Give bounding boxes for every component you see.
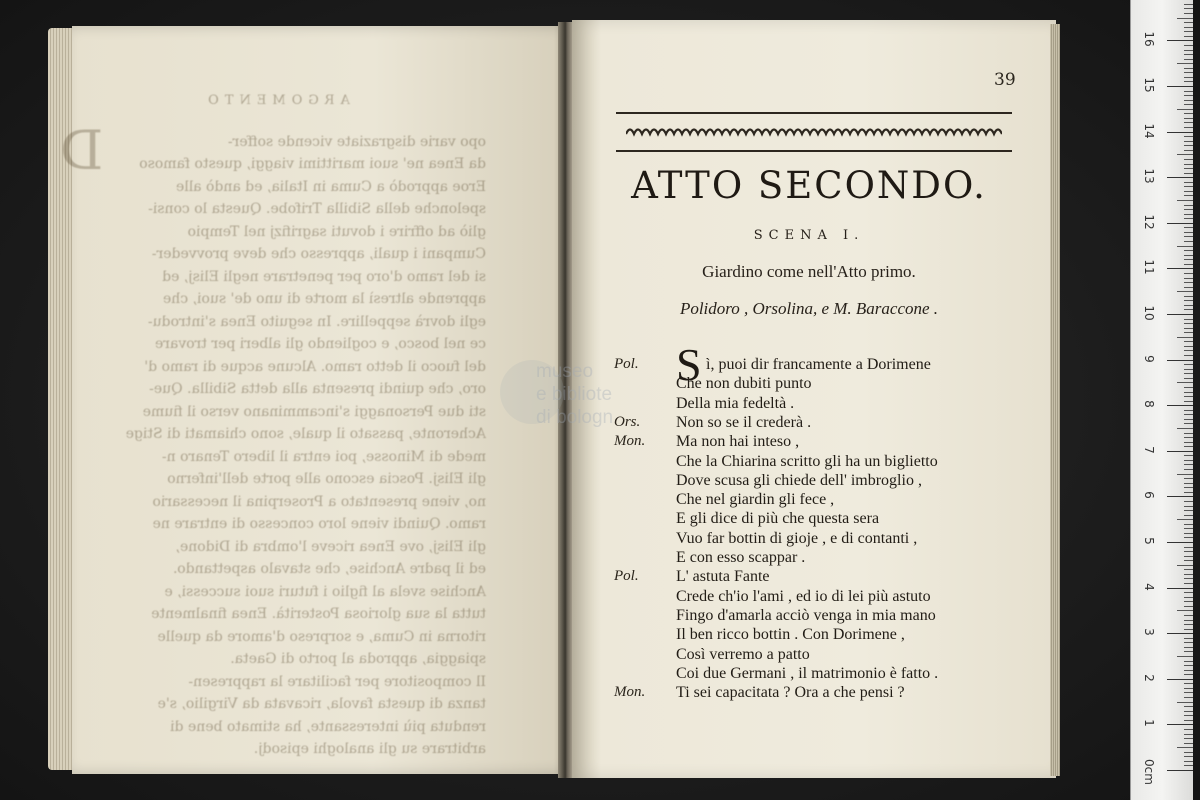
bleed-line: Il compositore per facilitare la rappresen- [188,673,486,690]
ruler-tick [1184,378,1193,379]
ruler-tick [1184,647,1193,648]
ruler-tick [1184,195,1193,196]
bleed-line: tutta la sua gloriosa Posterità. Enea finalmente [151,606,486,622]
watermark-line: museo [536,361,594,382]
ruler-tick [1167,405,1193,406]
ruler-tick [1167,360,1193,361]
ruler-tick [1184,150,1193,151]
ruler-tick [1184,319,1193,320]
bleed-lines [66,131,486,761]
zigzag-ornament-icon [626,122,1002,140]
ruler-tick [1184,756,1193,757]
ruler-tick [1167,314,1193,315]
ruler-tick [1177,610,1193,611]
ruler-tick [1184,59,1193,60]
ruler-number: 4 [1142,582,1156,591]
ruler-tick [1184,629,1193,630]
ornament-rule [616,112,1012,152]
ruler-tick [1184,173,1193,174]
dialogue-text: Ti sei capacitata ? Ora a che pensi ? [676,684,905,702]
ruler-tick [1184,729,1193,730]
ruler-tick [1184,419,1193,420]
ruler-tick [1184,118,1193,119]
bleed-line: gli Elisj. Poscia escono alle porte dell'inferno [167,471,486,487]
dialogue-text: Così verremo a patto [676,645,810,663]
ruler-tick [1184,688,1193,689]
ruler-tick [1184,414,1193,415]
bleed-line: ce nel bosco, e cogliendo gli alberi per trovare [154,336,486,352]
ruler-number: 3 [1142,628,1156,636]
ruler-tick [1167,679,1193,680]
ruler-tick [1184,8,1193,9]
ruler-tick [1184,711,1193,712]
ruler-tick [1184,205,1193,206]
ruler-tick [1184,578,1193,579]
ruler-tick [1184,364,1193,365]
ruler-tick [1184,765,1193,766]
ruler-tick [1177,18,1193,19]
ruler-tick [1184,469,1193,470]
ruler-tick [1184,510,1193,511]
bleed-line: opo varie disgraziate vicende soffer- [227,133,486,150]
ruler-tick [1184,524,1193,525]
bleed-line: apprende altresì la morte di uno de' suoi, che [162,291,486,307]
ruler-tick [1184,743,1193,744]
ruler-tick [1184,560,1193,561]
dialogue-text: Che la Chiarina scritto gli ha un biglietto [676,452,938,470]
bleed-line: da Enea ne' suoi marittimi viaggi, questo famoso [139,156,486,172]
ruler-tick [1184,282,1193,283]
ruler-tick [1184,706,1193,707]
ruler-tick [1184,410,1193,411]
ruler-tick [1184,620,1193,621]
ruler-tick [1184,328,1193,329]
ruler-tick [1184,437,1193,438]
ruler-tick [1184,401,1193,402]
ruler-tick [1184,54,1193,55]
bleed-line: oro, che quindi presenta alla detta Sibilla. Que- [149,381,486,397]
dialogue-text: E con esso scappar . [676,549,806,566]
ruler-tick [1184,273,1193,274]
ruler-tick [1184,31,1193,32]
ruler-tick [1184,615,1193,616]
ruler-tick [1184,761,1193,762]
ruler-tick [1184,551,1193,552]
ruler-tick [1184,209,1193,210]
ruler-tick [1184,255,1193,256]
dialogue-text: Che nel giardin gli fece , [676,491,835,509]
ruler-tick [1184,164,1193,165]
ruler-tick [1177,63,1193,64]
ruler-tick [1177,154,1193,155]
ruler-tick [1177,109,1193,110]
bleed-line: no, viene presentato a Proserpina il necessario [152,493,486,510]
speaker-label: Pol. [614,568,639,585]
ruler-tick [1184,597,1193,598]
dialogue-text: Vuo far bottin di gioje , e di contanti , [676,529,918,547]
ruler-number: 2 [1142,673,1156,682]
bleed-line: sti due Personaggi s'incamminano verso il fiume [142,403,486,420]
ruler-tick [1184,583,1193,584]
ruler-number: 5 [1142,537,1156,545]
bleed-line: si del ramo d'oro per penetrare negli Elisj, ed [162,268,486,285]
scene-heading: SCENA I. [753,228,865,243]
ruler-tick [1184,446,1193,447]
ruler-tick [1184,569,1193,570]
ruler-tick [1184,692,1193,693]
ruler-tick [1184,734,1193,735]
ruler-tick [1184,104,1193,105]
ruler-tick [1184,670,1193,671]
scene-setting: Giardino come nell'Atto primo. [702,262,916,281]
ruler-tick [1184,141,1193,142]
ruler-tick [1184,122,1193,123]
dialogue-line [614,684,1014,706]
bleed-line: renduta più interessante, ha stimato bene di [170,718,486,735]
ruler-tick [1184,305,1193,306]
dialogue-text: Fingo d'amarla acciò venga in mia mano [676,606,936,624]
dialogue-text: Non so se il crederà . [676,413,812,431]
ruler-tick [1184,396,1193,397]
ruler-tick [1184,533,1193,534]
bleed-line: ritorna in Cuma, e sorpreso d'amore da quelle [157,628,486,645]
ruler-tick [1184,423,1193,424]
ruler-tick [1184,642,1193,643]
ruler-tick [1184,4,1193,5]
ruler-tick [1177,428,1193,429]
bleed-line: Anchise svela al figlio i futuri suoi successi, e [164,583,486,600]
ruler-tick [1167,588,1193,589]
ruler-tick [1167,542,1193,543]
ruler-tick [1184,218,1193,219]
ruler-tick [1184,355,1193,356]
ruler-number: 6 [1142,491,1156,500]
ruler-tick [1184,191,1193,192]
ruler-tick [1184,300,1193,301]
ruler-number: 9 [1142,354,1156,363]
ruler-tick [1177,337,1193,338]
ruler-tick [1177,519,1193,520]
ruler-tick [1184,483,1193,484]
measuring-ruler [1130,0,1193,800]
watermark-line: e bibliote [536,384,613,405]
ruler-tick [1177,246,1193,247]
dialogue-text: Coi due Germani , il matrimonio è fatto . [676,664,939,682]
ruler-tick [1184,296,1193,297]
ruler-tick [1184,661,1193,662]
watermark-line: di bologn [536,407,614,428]
bleed-line: ed il padre Anchise, che stavalo aspettando. [173,561,486,577]
bleed-line: Eroe approdò a Cuma in Italia, ed andò alle [175,178,486,195]
ruler-tick [1184,95,1193,96]
ruler-tick [1184,464,1193,465]
ruler-number: 10 [1142,305,1156,321]
ruler-tick [1184,186,1193,187]
ruler-tick [1184,665,1193,666]
ruler-tick [1177,474,1193,475]
ruler-tick [1184,350,1193,351]
bleed-line: arbitrare su gli analoghi episodj. [253,741,486,757]
dialogue-text: Dove scusa gli chiede dell' imbroglio , [676,471,922,489]
ruler-tick [1184,259,1193,260]
ruler-tick [1184,36,1193,37]
ruler-tick [1184,387,1193,388]
bleed-line: gliò ad offrire i dovuti sagrifizj nel Tempio [187,223,486,240]
ruler-tick [1184,638,1193,639]
ruler-tick [1184,232,1193,233]
bleed-line: ramo. Quindi viene loro concesso di entrare ne [152,516,486,532]
ruler-tick [1184,264,1193,265]
ruler-tick [1184,674,1193,675]
ruler-tick [1184,373,1193,374]
ruler-tick [1167,770,1193,771]
speaker-label: Mon. [614,433,646,450]
dialogue-text: Ma non hai inteso , [676,433,800,451]
ruler-tick [1184,501,1193,502]
ruler-tick [1184,369,1193,370]
ruler-tick [1184,715,1193,716]
ruler-tick [1177,747,1193,748]
ruler-tick [1184,100,1193,101]
ruler-number: 8 [1142,400,1156,408]
ruler-tick [1184,13,1193,14]
ruler-tick [1184,455,1193,456]
ruler-tick [1184,478,1193,479]
bleed-line: spelonche della Sibilla Trifobe. Questa lo consi- [148,201,486,217]
ruler-tick [1184,341,1193,342]
ruler-tick [1184,27,1193,28]
dialogue-text: E gli dice di più che questa sera [676,510,880,528]
ruler-tick [1184,592,1193,593]
ruler-number: 1 [1142,719,1156,728]
character-list: Polidoro , Orsolina, e M. Baraccone . [679,299,939,318]
ruler-tick [1184,68,1193,69]
dialogue-text: L' astuta Fante [676,568,770,586]
ruler-tick [1184,287,1193,288]
ruler-tick [1167,496,1193,497]
ruler-tick [1184,136,1193,137]
ruler-tick [1184,227,1193,228]
page-number: 39 [994,70,1016,90]
ruler-tick [1177,656,1193,657]
ruler-tick [1184,91,1193,92]
ruler-number: 0cm [1142,759,1156,785]
ruler-tick [1184,528,1193,529]
bleed-line: egli dovrà seppellire. In seguito Enea s'introdu- [147,313,486,330]
dialogue-text: Crede ch'io l'ami , ed io di lei più astuto [676,587,931,605]
ruler-tick [1184,309,1193,310]
ruler-tick [1184,492,1193,493]
ruler-tick [1184,433,1193,434]
bleed-line: tanza di questa favola, ricavata da Virgilio, s'e [157,696,486,712]
ruler-number: 15 [1142,77,1156,93]
ruler-tick [1167,223,1193,224]
bleed-line: mede di Minosse, poi entra il libero Tenaro n- [161,448,486,465]
ruler-tick [1184,601,1193,602]
dialogue-text: ì, puoi dir francamente a Dorimene [706,356,931,373]
speaker-label: Mon. [614,684,646,701]
speaker-label: Ors. [614,413,641,430]
ruler-tick [1184,214,1193,215]
ruler-tick [1184,506,1193,507]
speaker-label: Pol. [614,356,639,372]
ruler-tick [1184,159,1193,160]
ruler-tick [1184,574,1193,575]
bleed-drop-cap: D [60,119,104,182]
ruler-tick [1184,182,1193,183]
ruler-tick [1184,241,1193,242]
ruler-number: 14 [1142,122,1156,139]
ruler-tick [1184,346,1193,347]
ruler-tick [1184,145,1193,146]
bleed-line: Acheronte, passato il quale, sono chiamati di Stige [125,426,486,442]
ruler-tick [1184,752,1193,753]
ruler-tick [1184,113,1193,114]
ruler-tick [1167,268,1193,269]
ruler-tick [1167,451,1193,452]
ruler-tick [1184,537,1193,538]
ruler-number: 16 [1142,31,1156,48]
ruler-number: 11 [1142,259,1156,276]
ruler-tick [1184,81,1193,82]
ruler-tick [1167,132,1193,133]
ruler-tick [1167,86,1193,87]
left-page-bleed-through [60,90,486,761]
ruler-tick [1184,45,1193,46]
ruler-tick [1184,442,1193,443]
bleed-line: Cumpani i quali, appresso che deve provveder- [151,246,486,262]
ruler-tick [1184,392,1193,393]
ruler-tick [1177,382,1193,383]
ruler-tick [1184,127,1193,128]
ruler-tick [1184,738,1193,739]
ruler-tick [1184,547,1193,548]
ruler-tick [1167,177,1193,178]
bleed-line: spiaggia, approda al porto di Gaeta. [230,651,486,667]
ruler-tick [1177,702,1193,703]
ruler-tick [1167,724,1193,725]
ruler-number: 12 [1142,214,1156,230]
bleed-line: del fuoco il detto ramo. Alcune acque di ramo d' [144,358,486,375]
drop-cap: S [676,339,702,390]
dialogue-text: Che non dubiti punto [676,375,812,393]
ruler-tick [1177,200,1193,201]
bleed-title: ARGOMENTO [202,93,350,108]
ruler-tick [1184,515,1193,516]
act-title: ATTO SECONDO. [631,164,987,207]
ruler-tick [1184,460,1193,461]
ruler-tick [1184,487,1193,488]
ruler-tick [1184,22,1193,23]
ruler-tick [1184,624,1193,625]
ruler-number: 7 [1142,445,1156,454]
ruler-tick [1184,250,1193,251]
ruler-tick [1184,683,1193,684]
ruler-tick [1184,236,1193,237]
ruler-tick [1184,323,1193,324]
ruler-tick [1184,651,1193,652]
ruler-tick [1184,720,1193,721]
ruler-tick [1184,50,1193,51]
ruler-tick [1184,278,1193,279]
ruler-number: 13 [1142,168,1156,184]
ruler-tick [1177,291,1193,292]
ruler-tick [1167,40,1193,41]
ruler-tick [1184,77,1193,78]
right-page-edge [1050,24,1060,776]
ruler-tick [1184,72,1193,73]
ruler-tick [1177,565,1193,566]
ruler-tick [1184,606,1193,607]
ruler-tick [1184,556,1193,557]
ruler-tick [1184,168,1193,169]
ruler-tick [1184,697,1193,698]
dialogue-text: Della mia fedeltà . [676,394,795,412]
bleed-line: gli Elisj, ove Enea riceve l'ombra di Didone, [175,538,486,555]
dialogue-text: Il ben ricco bottin . Con Dorimene , [676,626,905,644]
ruler-tick [1167,633,1193,634]
ruler-tick [1184,332,1193,333]
